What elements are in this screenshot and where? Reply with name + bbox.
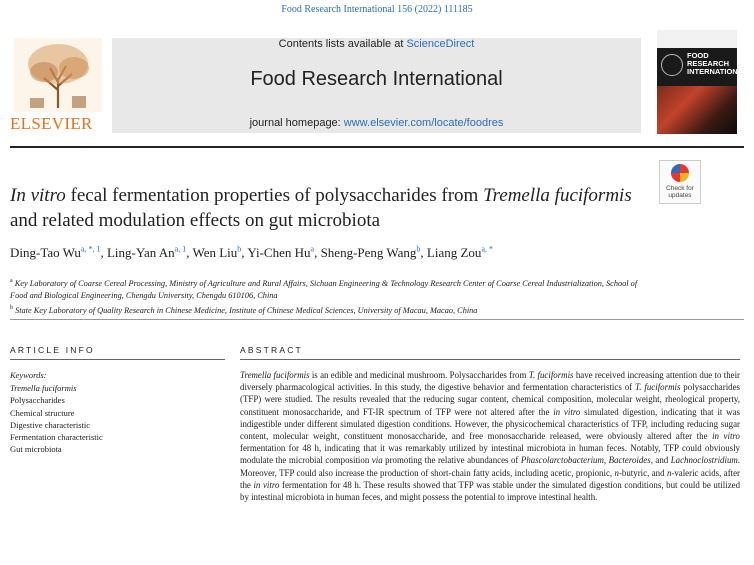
author[interactable] bbox=[321, 245, 427, 260]
abstract-segment: via bbox=[371, 455, 383, 466]
header-rule bbox=[10, 146, 744, 148]
affiliation-item bbox=[10, 275, 650, 302]
affiliations bbox=[10, 275, 650, 317]
abstract-segment: n bbox=[666, 467, 672, 478]
abstract-segment: T. fuciformis bbox=[528, 370, 574, 380]
author-affil-mark[interactable]: a, * bbox=[481, 245, 493, 254]
abstract-segment: -valeric acids, after the bbox=[240, 467, 741, 490]
article-info-rule bbox=[10, 359, 225, 360]
keyword-item[interactable]: Chemical structure bbox=[10, 407, 75, 418]
affiliation-mark: a bbox=[10, 278, 13, 284]
author-affil-mark[interactable]: b bbox=[416, 245, 421, 254]
abstract-segment: fermentation for 48 h, indicating that it was remarkably utilized by intestinal microbiota in human feces. Notably, TFP could obviously modulate the microbial composition bbox=[240, 443, 740, 466]
abstract-heading: ABSTRACT bbox=[240, 345, 303, 355]
affiliation-text: State Key Laboratory of Quality Research in Chinese Medicine, Institute of Chinese Medical Sciences, University of Macau, Macao, China bbox=[15, 305, 478, 315]
affiliation-text: Key Laboratory of Coarse Cereal Processing, Ministry of Agriculture and Rural Affairs, Sichuan Engineering & Technology Research Center of Coarse Cereal Industrialization, School of Food and Biological Engineering, Chengdu University, Chengdu 610106, China bbox=[10, 278, 638, 300]
abstract-rule bbox=[240, 359, 740, 360]
cover-food-image bbox=[657, 86, 737, 134]
title-part-1: In vitro bbox=[10, 185, 66, 206]
check-updates-icon bbox=[671, 164, 689, 182]
abstract-segment: Bacteroides bbox=[608, 455, 651, 466]
elsevier-logo[interactable] bbox=[10, 36, 108, 132]
abstract-segment: -butyric, and bbox=[618, 467, 667, 478]
author[interactable] bbox=[247, 245, 320, 260]
article-title bbox=[10, 183, 640, 233]
abstract-body bbox=[240, 369, 740, 503]
author-name: Liang Zou bbox=[426, 245, 482, 261]
author-separator: , bbox=[314, 245, 321, 261]
abstract-segment: , and bbox=[650, 455, 671, 466]
keywords-label: Keywords: bbox=[10, 370, 47, 380]
abstract-segment: T. fuciformis bbox=[635, 382, 681, 393]
keyword-item[interactable]: Digestive characteristic bbox=[10, 419, 91, 430]
contents-line bbox=[112, 38, 641, 50]
keyword-item[interactable]: Polysaccharides bbox=[10, 395, 65, 406]
author-list bbox=[10, 245, 730, 261]
cover-badge-icon bbox=[661, 54, 683, 76]
author[interactable] bbox=[10, 245, 107, 260]
abstract-segment: in vitro bbox=[553, 406, 581, 417]
author[interactable] bbox=[192, 245, 247, 260]
abstract-segment: fermentation for 48 h. These results showed that TFP was stable under the simulated digestion conditions, but could be utilized by intestinal microbiota in human feces, and might possess the potential to improve intestinal health. bbox=[240, 479, 741, 503]
author[interactable] bbox=[107, 245, 193, 260]
abstract-segment: simulated digestion, indicating that it was indigestible under different simulated digestion conditions. However, the physicochemical characteristics of TFP, including reducing sugar content, molecular weight, constituent monosaccharide, and free monosaccharide released, were obviously altered after the bbox=[240, 406, 740, 442]
abstract-segment: promoting the relative abundances of bbox=[382, 455, 521, 466]
author-affil-mark[interactable]: b bbox=[237, 245, 242, 254]
keyword-item[interactable]: Fermentation characteristic bbox=[10, 432, 103, 443]
abstract-segment: n bbox=[614, 467, 619, 478]
author-separator: , bbox=[420, 245, 427, 261]
journal-banner bbox=[112, 38, 641, 133]
title-part-2: fecal fermentation properties of polysaccharides from bbox=[65, 185, 484, 206]
check-updates-label: Check for updates bbox=[666, 185, 694, 199]
publisher-name: ELSEVIER bbox=[10, 114, 93, 133]
abstract-segment: Tremella fuciformis bbox=[240, 370, 310, 380]
journal-cover[interactable] bbox=[657, 30, 748, 134]
affiliation-mark: b bbox=[10, 304, 13, 311]
homepage-line bbox=[112, 117, 641, 129]
journal-title: Food Research International bbox=[250, 68, 503, 90]
author-name: Wen Liu bbox=[192, 245, 238, 261]
cover-title: FOOD RESEARCH INTERNATIONAL bbox=[687, 51, 748, 76]
cover-top-strip bbox=[657, 30, 737, 48]
homepage-prefix: journal homepage: bbox=[249, 117, 344, 129]
affiliation-item bbox=[10, 302, 650, 317]
author-affil-mark[interactable]: a, *, 1 bbox=[80, 245, 101, 254]
author-name: Ding-Tao Wu bbox=[10, 245, 81, 261]
author-affil-mark[interactable]: a, 1 bbox=[174, 245, 187, 254]
article-info-heading: ARTICLE INFO bbox=[10, 345, 95, 355]
author-name: Yi-Chen Hu bbox=[247, 245, 311, 261]
author-name: Ling-Yan An bbox=[106, 245, 175, 261]
abstract-segment: is an edible and medicinal mushroom. Polysaccharides from bbox=[309, 370, 529, 380]
abstract-segment: Phascolarctobacterium bbox=[520, 455, 604, 466]
keyword-list bbox=[10, 382, 225, 456]
author-affil-mark[interactable]: a bbox=[310, 245, 315, 254]
homepage-link[interactable]: www.elsevier.com/locate/foodres bbox=[343, 117, 504, 129]
sciencedirect-link[interactable]: ScienceDirect bbox=[406, 38, 475, 50]
abstract-segment: polysaccharides (TFP) were studied. The results revealed that the reducing sugar content, chemical composition, molecular weight, rheological property, constituent monosaccharide, and FT-IR spectrum of TFP were not altered after the bbox=[240, 382, 740, 417]
author-separator: , bbox=[241, 245, 248, 261]
check-for-updates-button[interactable] bbox=[659, 160, 701, 204]
abstract-segment: in vitro bbox=[253, 479, 280, 490]
author[interactable] bbox=[427, 245, 493, 260]
title-part-4: and related modulation effects on gut microbiota bbox=[10, 210, 381, 231]
abstract-segment: , bbox=[603, 455, 609, 466]
section-rule bbox=[10, 319, 744, 320]
title-part-3: Tremella fuciformis bbox=[483, 185, 632, 206]
contents-prefix: Contents lists available at bbox=[278, 38, 407, 50]
keyword-item[interactable]: Gut microbiota bbox=[10, 444, 62, 455]
keyword-text: Tremella fuciformis bbox=[10, 383, 77, 393]
author-name: Sheng-Peng Wang bbox=[320, 245, 417, 261]
abstract-segment: have received increasing attention due to their diversely pharmacological activities. In this study, the digestive behavior and fermentation characteristics of bbox=[240, 370, 741, 393]
journal-citation[interactable]: Food Research International 156 (2022) 111185 bbox=[281, 4, 473, 15]
abstract-segment: Lachnoclostridium bbox=[670, 455, 738, 466]
keyword-item[interactable] bbox=[10, 382, 225, 394]
abstract-segment: . Moreover, TFP could also increase the production of short-chain fatty acids, including acetic, propionic, bbox=[240, 455, 741, 478]
author-separator: , bbox=[100, 245, 107, 261]
elsevier-tree-icon bbox=[14, 38, 102, 112]
abstract-segment: in vitro bbox=[712, 431, 740, 442]
author-separator: , bbox=[186, 245, 193, 261]
